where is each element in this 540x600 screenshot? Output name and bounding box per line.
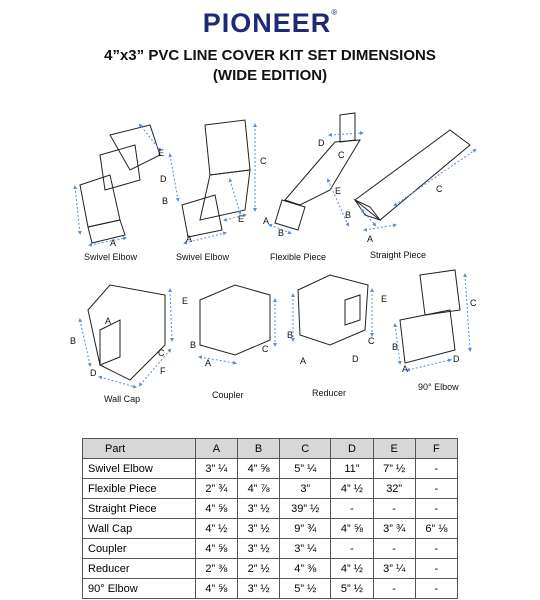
- dim-letter: A: [205, 358, 212, 368]
- cell: -: [415, 499, 457, 519]
- label-90-elbow: 90° Elbow: [418, 382, 459, 392]
- dim-letter: A: [263, 216, 270, 226]
- label-swivel-elbow-1: Swivel Elbow: [84, 252, 138, 262]
- cell: 4” ⅞: [237, 479, 279, 499]
- dim-letter: B: [162, 196, 169, 206]
- label-wall-cap: Wall Cap: [104, 394, 141, 404]
- dim-letter: B: [190, 340, 197, 350]
- cell-part: Straight Piece: [83, 499, 196, 519]
- cell: 4” ½: [331, 479, 373, 499]
- dim-letter: D: [453, 354, 460, 364]
- dim-letter: D: [160, 174, 167, 184]
- dim-letter: E: [158, 148, 165, 158]
- dim-letter: A: [300, 356, 307, 366]
- swivel-elbow-drawing-1: [80, 125, 160, 243]
- cell: 9” ¾: [280, 519, 331, 539]
- cell: 4” ⅝: [195, 499, 237, 519]
- cell: 11”: [331, 459, 373, 479]
- reducer-drawing: [298, 275, 368, 345]
- table-row: [83, 479, 458, 499]
- col-header-f: F: [415, 439, 457, 459]
- col-header-e: E: [373, 439, 415, 459]
- dim-letter: F: [160, 366, 166, 376]
- col-header-part: Part: [83, 439, 196, 459]
- wall-cap-drawing: [88, 285, 165, 380]
- label-swivel-elbow-2: Swivel Elbow: [176, 252, 230, 262]
- cell: 3” ½: [237, 539, 279, 559]
- table-row: [83, 459, 458, 479]
- dim-letter: D: [90, 368, 97, 378]
- cell: 3” ¼: [280, 539, 331, 559]
- cell: -: [373, 499, 415, 519]
- page-subtitle: (WIDE EDITION): [212, 67, 328, 84]
- cell-part: Reducer: [83, 559, 196, 579]
- dim-letter: C: [470, 298, 477, 308]
- straight-piece-drawing: [355, 130, 470, 220]
- dim-letter: C: [368, 336, 375, 346]
- table-row: [83, 499, 458, 519]
- cell: 4” ⅜: [280, 559, 331, 579]
- cell: -: [415, 459, 457, 479]
- col-header-c: C: [280, 439, 331, 459]
- dim-letter: C: [158, 348, 165, 358]
- cell: 6” ⅛: [415, 519, 457, 539]
- cell: 4” ½: [331, 559, 373, 579]
- cell: 4” ⅝: [195, 539, 237, 559]
- cell: 4” ⅝: [331, 519, 373, 539]
- cell: 3” ¼: [373, 559, 415, 579]
- cell: 2” ¾: [195, 479, 237, 499]
- dim-letter: A: [402, 364, 409, 374]
- cell: -: [415, 579, 457, 599]
- cell: -: [415, 539, 457, 559]
- cell-part: Coupler: [83, 539, 196, 559]
- page-title: 4”x3” PVC LINE COVER KIT SET DIMENSIONS: [104, 47, 436, 64]
- cell: 3” ½: [237, 519, 279, 539]
- cell: 3” ½: [237, 579, 279, 599]
- elbow-90-drawing: [400, 270, 460, 363]
- cell: 7” ½: [373, 459, 415, 479]
- cell: 2” ½: [237, 559, 279, 579]
- label-coupler: Coupler: [212, 390, 244, 400]
- cell: 4” ½: [195, 519, 237, 539]
- cell: 3” ¼: [195, 459, 237, 479]
- coupler-drawing: [200, 285, 270, 355]
- brand-name: PIONEER: [202, 8, 332, 38]
- cell-part: 90° Elbow: [83, 579, 196, 599]
- pioneer-logo: [0, 8, 540, 39]
- table-header-row: [83, 439, 458, 459]
- label-reducer: Reducer: [312, 388, 347, 398]
- dim-letter: A: [186, 234, 193, 244]
- table-row: [83, 559, 458, 579]
- dim-letter: C: [260, 156, 267, 166]
- cell: 5” ¼: [280, 459, 331, 479]
- cell: -: [373, 539, 415, 559]
- dim-letter: D: [318, 138, 325, 148]
- table-row: [83, 539, 458, 559]
- cell-part: Swivel Elbow: [83, 459, 196, 479]
- dimensions-table: [82, 438, 458, 599]
- cell: 3”: [280, 479, 331, 499]
- col-header-a: A: [195, 439, 237, 459]
- col-header-b: B: [237, 439, 279, 459]
- cell: 5” ½: [331, 579, 373, 599]
- dim-letter: C: [436, 184, 443, 194]
- dim-letter: E: [238, 214, 245, 224]
- dim-letter: A: [367, 234, 374, 244]
- table-row: [83, 579, 458, 599]
- dim-letter: C: [262, 344, 269, 354]
- dim-letter: E: [182, 296, 189, 306]
- dim-letter: E: [335, 186, 342, 196]
- dim-letter: D: [352, 354, 359, 364]
- dim-letter: B: [278, 228, 285, 238]
- cell-part: Flexible Piece: [83, 479, 196, 499]
- cell-part: Wall Cap: [83, 519, 196, 539]
- dim-letter: B: [392, 342, 399, 352]
- label-straight-piece: Straight Piece: [370, 250, 427, 260]
- cell: -: [331, 539, 373, 559]
- label-flexible-piece: Flexible Piece: [270, 252, 327, 262]
- dim-letter: B: [70, 336, 77, 346]
- cell: 4” ⅝: [195, 579, 237, 599]
- dim-letter: E: [381, 294, 388, 304]
- dim-letter: A: [110, 238, 117, 248]
- cell: 5” ½: [280, 579, 331, 599]
- cell: -: [331, 499, 373, 519]
- cell: 3” ½: [237, 499, 279, 519]
- col-header-d: D: [331, 439, 373, 459]
- cell: 32”: [373, 479, 415, 499]
- cell: 4” ⅝: [237, 459, 279, 479]
- cell: -: [415, 559, 457, 579]
- cell: 39” ½: [280, 499, 331, 519]
- dim-letter: B: [287, 330, 294, 340]
- cell: -: [373, 579, 415, 599]
- dim-letter: B: [345, 210, 352, 220]
- cell: 2” ⅜: [195, 559, 237, 579]
- registered-mark: ®: [331, 8, 338, 17]
- dim-letter: A: [105, 316, 112, 326]
- dim-letter: C: [338, 150, 345, 160]
- cell: 3” ¾: [373, 519, 415, 539]
- table-row: [83, 519, 458, 539]
- cell: -: [415, 479, 457, 499]
